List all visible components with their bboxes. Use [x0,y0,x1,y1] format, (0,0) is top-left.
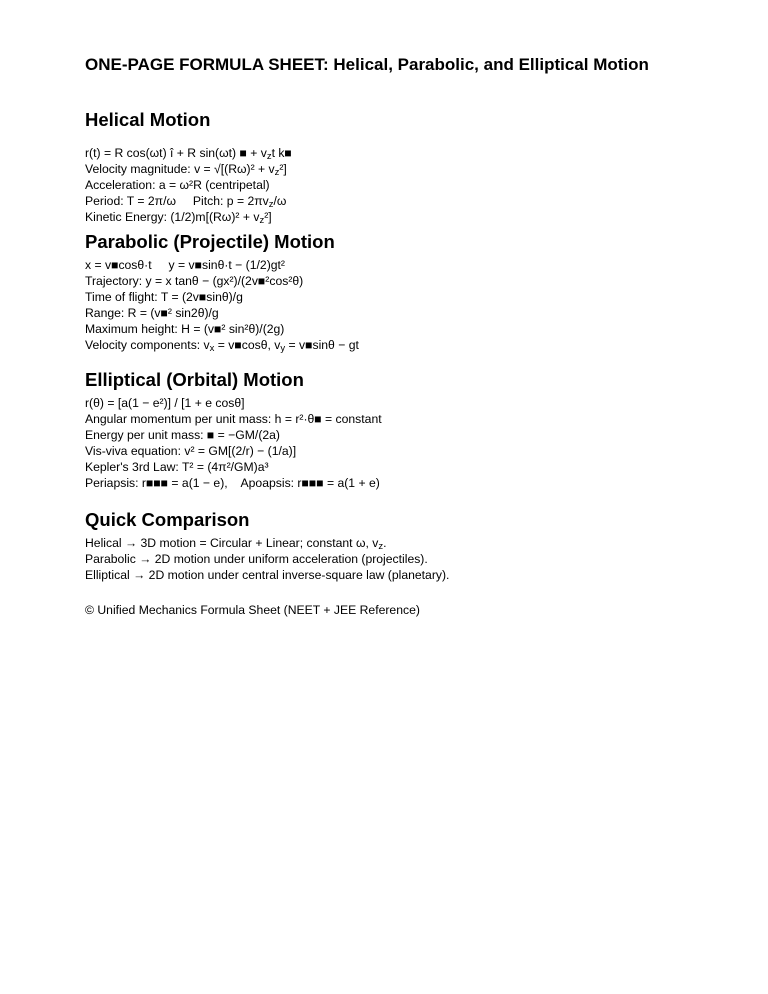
formula-line [85,193,292,209]
section-heading-comparison: Quick Comparison [85,509,250,530]
formula-line [85,321,359,337]
formula-list-parabolic [85,257,359,353]
subscript: z [268,199,274,210]
formula-text: Kepler's 3rd Law: T² = (4π²/GM)a³ [85,460,269,474]
formula-line [85,411,382,427]
formula-text: Angular momentum per unit mass: h = r²·θ■ = constant [85,412,382,426]
formula-text: Vis-viva equation: v² = GM[(2/r) − (1/a)] [85,444,297,458]
formula-list-elliptical [85,395,382,491]
subscript: z [259,215,265,226]
formula-text: t k■ [271,146,292,160]
section-heading-elliptical: Elliptical (Orbital) Motion [85,369,304,390]
subscript: y [280,343,286,354]
formula-text: Trajectory: y = x tanθ − (gx²)/(2v■²cos²θ) [85,274,304,288]
formula-text: Elliptical → 2D motion under central inverse-square law (planetary). [85,568,450,582]
formula-line [85,161,292,177]
formula-line [85,475,382,491]
formula-line [85,145,292,161]
formula-line [85,305,359,321]
formula-text: Velocity magnitude: v = √[(Rω)² + v [85,162,275,176]
formula-text: r(θ) = [a(1 − e²)] / [1 + e cosθ] [85,396,245,410]
formula-text: . [383,536,387,550]
formula-text: Period: T = 2π/ω Pitch: p = 2πv [85,194,269,208]
formula-line [85,443,382,459]
formula-line [85,289,359,305]
formula-list-comparison [85,535,449,583]
formula-text: /ω [273,194,287,208]
formula-text: Parabolic → 2D motion under uniform acceleration (projectiles). [85,552,428,566]
formula-text: Helical → 3D motion = Circular + Linear; constant ω, v [85,536,379,550]
formula-line [85,535,449,551]
formula-text: Time of flight: T = (2v■sinθ)/g [85,290,243,304]
formula-line [85,337,359,353]
subscript: z [266,151,272,162]
formula-text: x = v■cosθ·t y = v■sinθ·t − (1/2)gt² [85,258,285,272]
formula-text: Range: R = (v■² sin2θ)/g [85,306,219,320]
formula-text: Periapsis: r■■■ = a(1 − e), Apoapsis: r■■■ = a(1 + e) [85,476,380,490]
formula-text: r(t) = R cos(ωt) î + R sin(ωt) ■ + v [85,146,267,160]
formula-text: Acceleration: a = ω²R (centripetal) [85,178,270,192]
formula-text: = v■sinθ − gt [285,338,359,352]
formula-text: Maximum height: H = (v■² sin²θ)/(2g) [85,322,285,336]
formula-line [85,567,449,583]
formula-line [85,395,382,411]
formula-line [85,551,449,567]
formula-line [85,209,292,225]
formula-text: Kinetic Energy: (1/2)m[(Rω)² + v [85,210,260,224]
page-title: ONE-PAGE FORMULA SHEET: Helical, Parabolic, and Elliptical Motion [85,55,649,74]
subscript: z [378,541,384,552]
formula-text: Velocity components: v [85,338,210,352]
formula-line [85,273,359,289]
section-heading-parabolic: Parabolic (Projectile) Motion [85,231,335,252]
subscript: z [274,167,280,178]
formula-line [85,177,292,193]
formula-line [85,257,359,273]
section-heading-helical: Helical Motion [85,109,211,130]
formula-text: Energy per unit mass: ■ = −GM/(2a) [85,428,280,442]
formula-list-helical [85,145,292,225]
formula-text: ²] [264,210,272,224]
formula-line [85,459,382,475]
formula-text: ²] [279,162,287,176]
formula-line [85,427,382,443]
subscript: x [209,343,215,354]
formula-text: = v■cosθ, v [214,338,281,352]
footer-note: © Unified Mechanics Formula Sheet (NEET + JEE Reference) [85,603,420,617]
